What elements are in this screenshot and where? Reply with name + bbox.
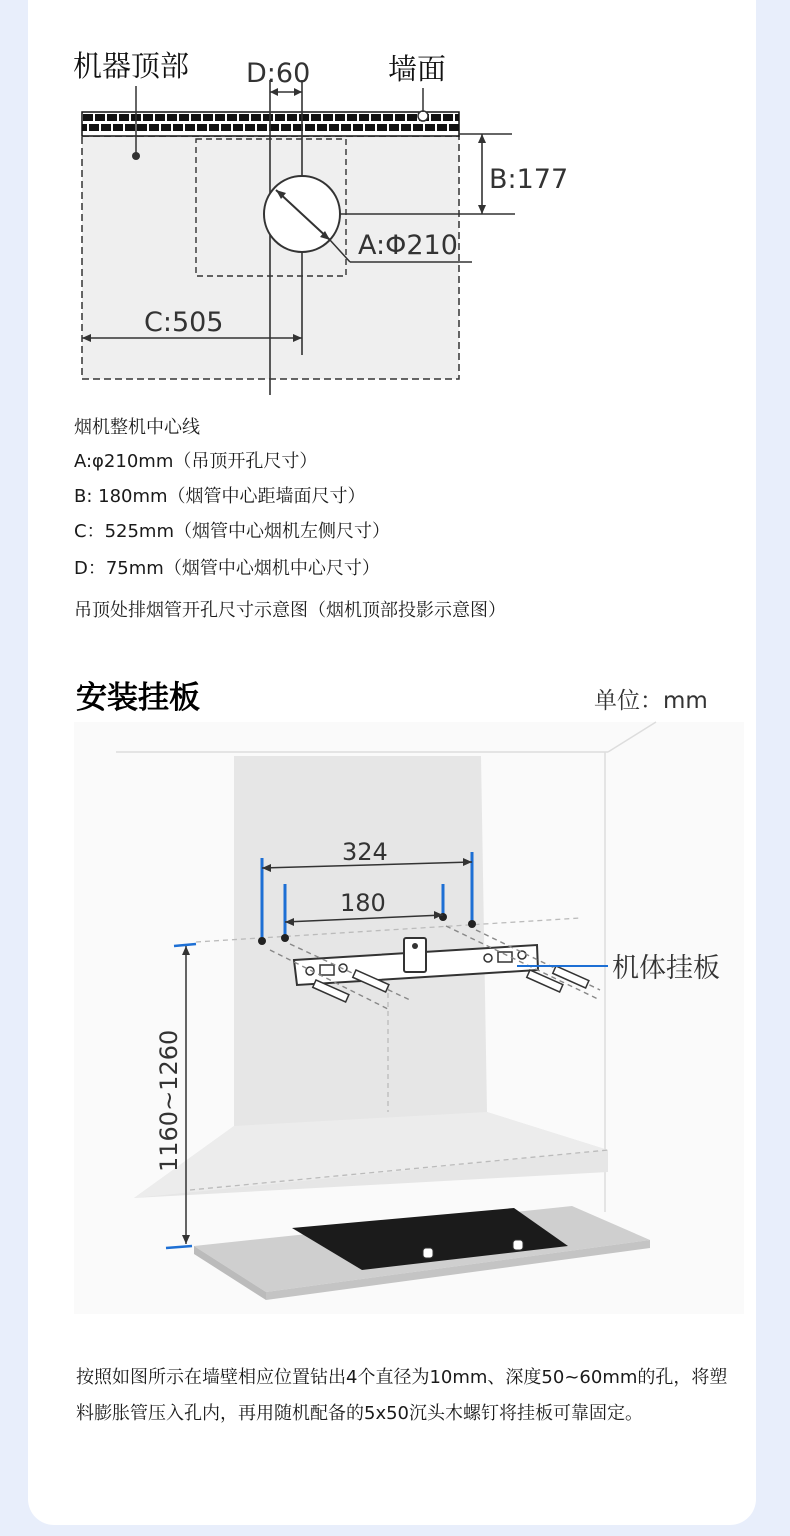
label-wall: 墙面 [388, 52, 447, 86]
label-d: D:60 [246, 58, 311, 89]
label-c: C:505 [144, 307, 224, 338]
dim-324: 324 [342, 838, 388, 866]
dim-height: 1160~1260 [155, 1029, 183, 1172]
section-title: 安装挂板 [76, 680, 200, 716]
dim-180: 180 [340, 889, 386, 917]
legend-caption: 吊顶处排烟管开孔尺寸示意图（烟机顶部投影示意图） [74, 600, 506, 621]
unit-label: 单位：mm [594, 688, 708, 714]
label-machine-top: 机器顶部 [73, 49, 190, 83]
legend-centerline: 烟机整机中心线 [74, 417, 200, 438]
label-a: A:Φ210 [358, 230, 458, 261]
install-instructions: 按照如图所示在墙壁相应位置钻出4个直径为10mm、深度50~60mm的孔，将塑料膨胀管压入孔内，再用随机配备的5x50沉头木螺钉将挂板可靠固定。 [76, 1367, 728, 1424]
legend-c: C：525mm（烟管中心烟机左侧尺寸） [74, 521, 390, 542]
legend-d: D：75mm（烟管中心烟机中心尺寸） [74, 558, 380, 579]
legend-b: B: 180mm（烟管中心距墙面尺寸） [74, 486, 366, 507]
legend-a: A:φ210mm（吊顶开孔尺寸） [74, 451, 318, 472]
label-b: B:177 [489, 164, 569, 195]
label-wall-plate: 机体挂板 [612, 953, 720, 984]
